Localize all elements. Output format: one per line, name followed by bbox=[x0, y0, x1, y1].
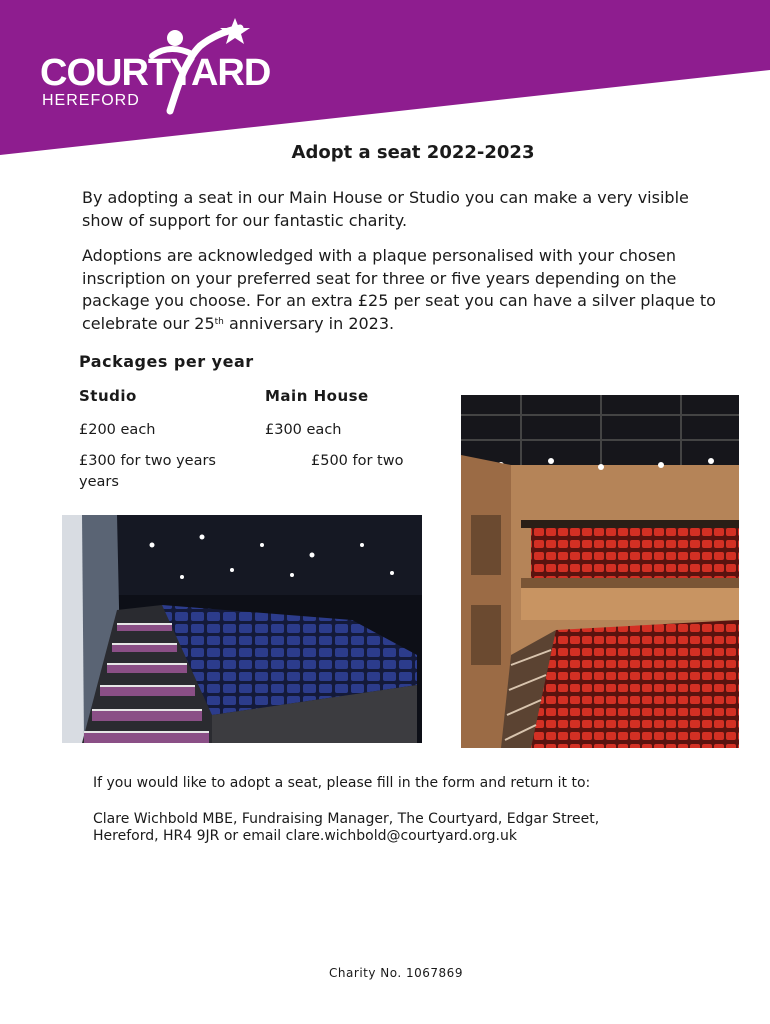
studio-photo bbox=[62, 515, 422, 743]
adoption-text-after: anniversary in 2023. bbox=[223, 313, 395, 333]
charity-number: Charity No. 1067869 bbox=[329, 966, 463, 980]
footer-address-line2: Hereford, HR4 9JR or email clare.wichbold@courtyard.org.uk bbox=[93, 828, 517, 844]
footer-address-line1: Clare Wichbold MBE, Fundraising Manager, The Courtyard, Edgar Street, bbox=[93, 811, 600, 827]
main-house-each-price: £300 each bbox=[265, 422, 342, 438]
adoption-text-before: Adoptions are acknowledged with a plaque personalised with your chosen inscription on your preferred seat for three or five years depending on the package you choose. For an extra £25 per seat you can have a silver plaque to celebrate our 25 bbox=[82, 246, 716, 333]
ordinal-suffix: th bbox=[214, 316, 224, 327]
studio-two-years-cont: years bbox=[79, 474, 119, 490]
logo-subtitle: HEREFORD bbox=[42, 92, 140, 109]
studio-each-price: £200 each bbox=[79, 422, 156, 438]
page-title: Adopt a seat 2022-2023 bbox=[291, 142, 535, 163]
intro-paragraph: By adopting a seat in our Main House or Studio you can make a very visible show of support for our fantastic charity. bbox=[82, 188, 689, 230]
logo-wordmark: COURTYARD bbox=[40, 52, 271, 94]
main-house-photo bbox=[461, 395, 739, 748]
packages-title: Packages per year bbox=[79, 352, 254, 371]
studio-heading: Studio bbox=[79, 387, 137, 405]
footer-instruction: If you would like to adopt a seat, please fill in the form and return it to: bbox=[93, 775, 591, 791]
studio-two-years-price: £300 for two years bbox=[79, 453, 216, 469]
main-house-two-years-price: £500 for two bbox=[311, 453, 404, 469]
adoption-paragraph bbox=[82, 245, 722, 335]
main-house-heading: Main House bbox=[265, 387, 369, 405]
